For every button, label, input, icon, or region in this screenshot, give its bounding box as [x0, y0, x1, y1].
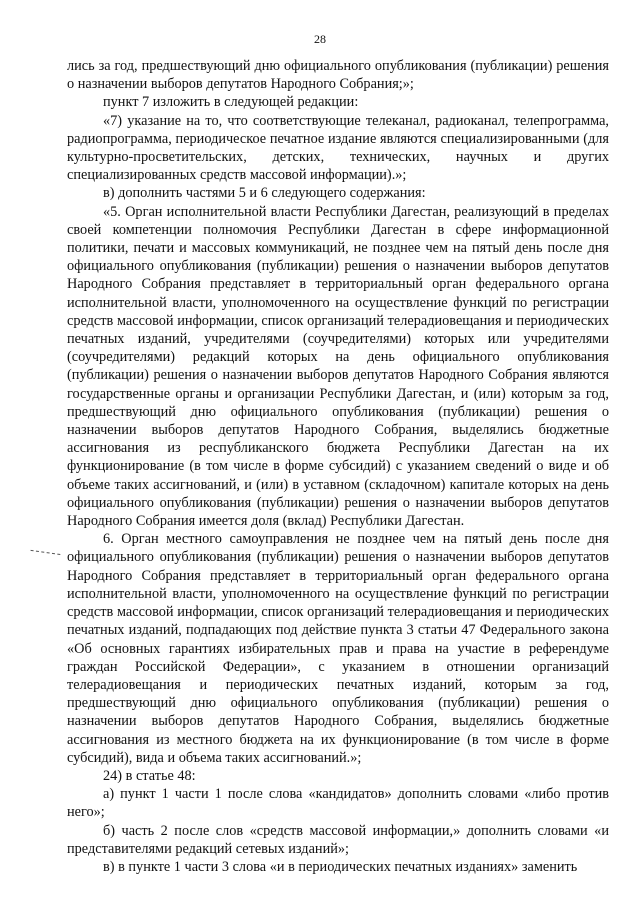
paragraph-4: в) дополнить частями 5 и 6 следующего содержания:	[103, 185, 426, 202]
document-body	[67, 57, 609, 876]
page-number: 28	[314, 32, 326, 46]
paragraph-6: 6. Орган местного самоуправления не позднее чем на пятый день после дня официального опубликования (публикации) решения о назначении выборов депутатов Народного Собрания представляет в территориальный орган федерального органа исполнительной власти, уполномоченного на осуществление функций по регистрации средств массовой информации, список организаций телерадиовещания и периодических печатных изданий, подпадающих под действие пункта 3 статьи 47 Федерального закона «Об основных гарантиях избирательных прав и права на участие в референдуме граждан Российской Федерации», с указанием в отношении организаций телерадиовещания и периодических печатных изданий, которым за год, предшествующий дню официального опубликования (публикации) решения о назначении выборов депутатов Народного Собрания, выделялись бюджетные ассигнования из местного бюджета на их функционирование (в том числе в форме субсидий), вида и объема таких ассигнований.»;	[67, 531, 609, 766]
paragraph-5: «5. Орган исполнительной власти Республики Дагестан, реализующий в пределах своей компетенции полномочия Республики Дагестан в сфере информационной политики, печати и массовых коммуникаций, не позднее чем на пятый день после дня официального опубликования (публикации) решения о назначении выборов депутатов Народного Собрания представляет в территориальный орган федерального органа исполнительной власти, уполномоченного на осуществление функций по регистрации средств массовой информации, список организаций телерадиовещания и периодических печатных изданий, учредителями (соучредителями) которых или учредителями (соучредителями) редакций которых на день официального опубликования (публикации) решения о назначении выборов депутатов Народного Собрания являются государственные органы и организации Республики Дагестан, и (или) которым за год, предшествующий дню официального опубликования (публикации) решения о назначении выборов депутатов Народного Собрания, выделялись бюджетные ассигнования из республиканского бюджета Республики Дагестан на их функционирование (в том числе в форме субсидий) с указанием сведений о виде и об объеме таких ассигнований, и (или) в уставном (складочном) капитале которых на день официального опубликования (публикации) решения о назначении выборов депутатов Народного Собрания имеется доля (вклад) Республики Дагестан.	[67, 203, 609, 530]
paragraph-8: а) пункт 1 части 1 после слова «кандидатов» дополнить словами «либо против него»;	[67, 786, 609, 821]
paragraph-9: б) часть 2 после слов «средств массовой информации,» дополнить словами «и представителями редакций сетевых изданий»;	[67, 822, 609, 857]
paragraph-10: в) в пункте 1 части 3 слова «и в периодических печатных изданиях» заменить	[103, 858, 578, 875]
paragraph-7: 24) в статье 48:	[103, 767, 196, 784]
paragraph-2: пункт 7 изложить в следующей редакции:	[103, 94, 359, 111]
margin-pen-mark	[31, 542, 62, 555]
paragraph-1: лись за год, предшествующий дню официального опубликования (публикации) решения о назначении выборов депутатов Народного Собрания;»;	[67, 58, 609, 93]
paragraph-3: «7) указание на то, что соответствующие телеканал, радиоканал, телепрограмма, радиопрограмма, периодическое печатное издание являются специализированными (для культурно-просветительских, детских, технических, научных и других специализированных средств массовой информации).»;	[67, 112, 609, 184]
